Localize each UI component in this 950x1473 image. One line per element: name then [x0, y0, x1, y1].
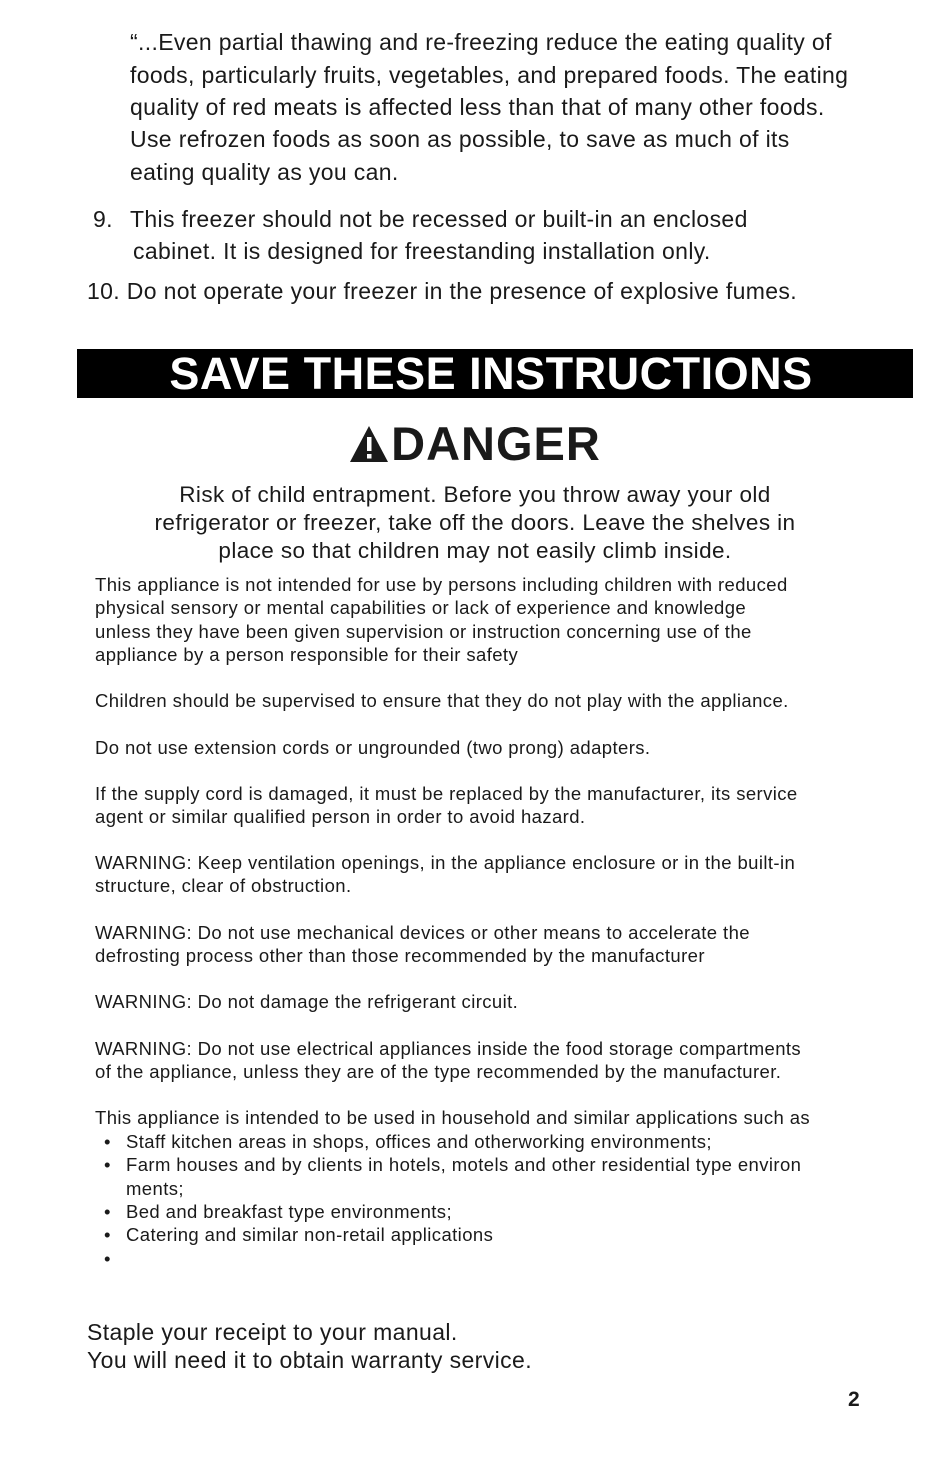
list-item-text: Bed and breakfast type environments;: [126, 1201, 453, 1222]
page-number: 2: [848, 1388, 860, 1411]
quote-line: Use refrozen foods as soon as possible, to save as much of its: [130, 126, 790, 152]
paragraph-line: of the appliance, unless they are of the type recommended by the manufacturer.: [95, 1061, 782, 1082]
paragraph-line: defrosting process other than those recommended by the manufacturer: [95, 945, 705, 966]
item-9-number: 9.: [93, 206, 113, 232]
danger-heading: [0, 418, 950, 470]
quote-line: quality of red meats is affected less than that of many other foods.: [130, 94, 825, 120]
danger-title: DANGER: [391, 417, 601, 470]
receipt-note-line: Staple your receipt to your manual.: [87, 1319, 458, 1345]
paragraph-line: Children should be supervised to ensure that they do not play with the appliance.: [95, 690, 789, 711]
quote-line: foods, particularly fruits, vegetables, and prepared foods. The eating: [130, 62, 849, 88]
list-item: [104, 1130, 712, 1154]
paragraph-line: WARNING: Keep ventilation openings, in the appliance enclosure or in the built-in: [95, 852, 796, 873]
risk-line: Risk of child entrapment. Before you throw away your old: [179, 482, 771, 507]
list-item: [104, 1247, 126, 1271]
paragraph-line: unless they have been given supervision or instruction concerning use of the: [95, 621, 752, 642]
quote-line: “...Even partial thawing and re-freezing reduce the eating quality of: [130, 29, 832, 55]
save-instructions-banner: [77, 349, 913, 398]
list-item-continuation: ments;: [126, 1178, 184, 1199]
paragraph-line: physical sensory or mental capabilities or lack of experience and knowledge: [95, 597, 747, 618]
bullet-icon: •: [104, 1154, 111, 1175]
risk-line: refrigerator or freezer, take off the doors. Leave the shelves in: [154, 510, 796, 535]
paragraph-line: appliance by a person responsible for their safety: [95, 644, 519, 665]
warning-triangle-icon: [349, 424, 389, 464]
bullet-icon: •: [104, 1201, 111, 1222]
list-item: [104, 1153, 801, 1177]
paragraph-line: WARNING: Do not damage the refrigerant circuit.: [95, 991, 519, 1012]
list-item: [104, 1200, 452, 1224]
bullet-icon: •: [104, 1224, 111, 1245]
paragraph-line: This appliance is not intended for use by persons including children with reduced: [95, 574, 788, 595]
banner-text: SAVE THESE INSTRUCTIONS: [169, 348, 813, 399]
paragraph-line: agent or similar qualified person in order to avoid hazard.: [95, 806, 586, 827]
bullet-icon: •: [104, 1248, 111, 1269]
list-item-text: Farm houses and by clients in hotels, motels and other residential type environ: [126, 1154, 802, 1175]
paragraph-line: This appliance is intended to be used in household and similar applications such as: [95, 1107, 811, 1128]
list-item-text: Catering and similar non-retail applications: [126, 1224, 494, 1245]
paragraph-line: Do not use extension cords or ungrounded (two prong) adapters.: [95, 737, 651, 758]
item-9-line: cabinet. It is designed for freestanding installation only.: [133, 238, 711, 264]
item-10: 10. Do not operate your freezer in the presence of explosive fumes.: [87, 278, 798, 304]
list-item: [104, 1223, 493, 1247]
item-9-line: This freezer should not be recessed or built-in an enclosed: [130, 206, 748, 232]
risk-line: place so that children may not easily climb inside.: [218, 538, 732, 563]
paragraph-line: WARNING: Do not use mechanical devices or other means to accelerate the: [95, 922, 750, 943]
paragraph-line: structure, clear of obstruction.: [95, 875, 352, 896]
bullet-icon: •: [104, 1131, 111, 1152]
receipt-note-line: You will need it to obtain warranty service.: [87, 1347, 533, 1373]
list-item-text: Staff kitchen areas in shops, offices and otherworking environments;: [126, 1131, 712, 1152]
quote-line: eating quality as you can.: [130, 159, 399, 185]
paragraph-line: If the supply cord is damaged, it must be replaced by the manufacturer, its service: [95, 783, 798, 804]
paragraph-line: WARNING: Do not use electrical appliances inside the food storage compartments: [95, 1038, 802, 1059]
